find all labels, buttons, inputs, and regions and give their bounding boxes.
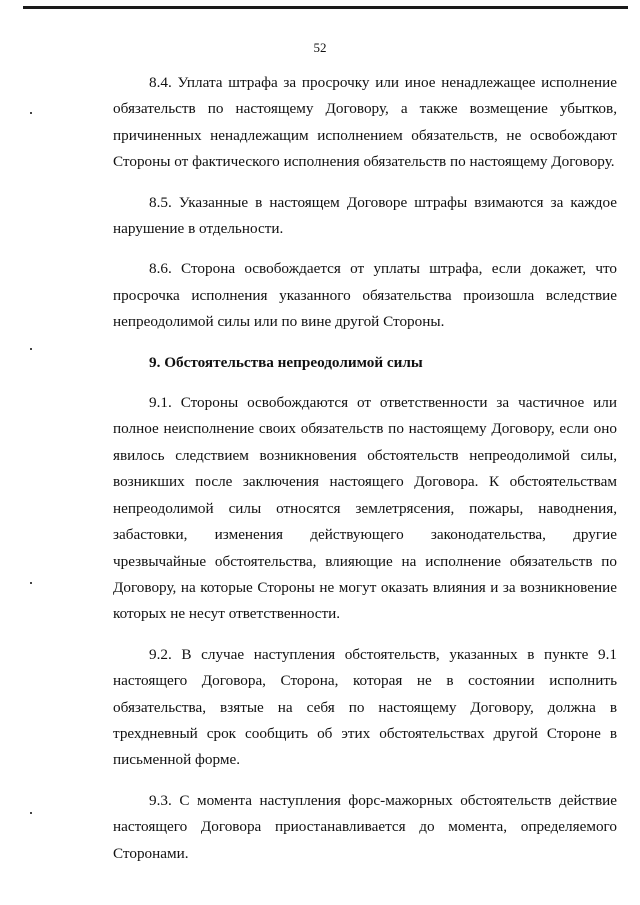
paragraph-8-5: 8.5. Указанные в настоящем Договоре штрафы взимаются за каждое нарушение в отдельности. <box>113 193 617 238</box>
page-number: 52 <box>313 40 327 55</box>
paragraph-9-2: 9.2. В случае наступления обстоятельств, указанных в пункте 9.1 настоящего Договора, Сторона, которая не в состоянии исполнить обязательства, взятые на себя по настоящему Договору, должна в трехдневный срок сообщить об этих обстоятельствах другой Стороне в письменной форме. <box>113 645 617 769</box>
paragraph-8-4: 8.4. Уплата штрафа за просрочку или иное ненадлежащее исполнение обязательств по настоящему Договору, а также возмещение убытков, причиненных ненадлежащим исполнением обязательств, не освобождают Стороны от фактического исполнения обязательств по настоящему Договору. <box>113 74 617 171</box>
scan-margin-mark <box>30 812 32 814</box>
scan-margin-mark <box>30 112 32 114</box>
paragraph-8-6: 8.6. Сторона освобождается от уплаты штрафа, если докажет, что просрочка исполнения указанного обязательства произошла вследствие непреодолимой силы или по вине другой Стороны. <box>113 260 617 331</box>
scan-margin-mark <box>30 582 32 584</box>
section-heading-9: 9. Обстоятельства непреодолимой силы <box>149 353 423 371</box>
scan-margin-mark <box>30 348 32 350</box>
document-body <box>113 70 617 867</box>
paragraph-9-3: 9.3. С момента наступления форс-мажорных обстоятельств действие настоящего Договора приостанавливается до момента, определяемого Сторонами. <box>113 791 617 862</box>
paragraph-9-1: 9.1. Стороны освобождаются от ответственности за частичное или полное неисполнение своих обязательств по настоящему Договору, если оно явилось следствием возникновения обстоятельств непреодолимой силы, возникших после заключения настоящего Договора. К обстоятельствам непреодолимой силы относятся землетрясения, пожары, наводнения, забастовки, изменения действующего законодательства, другие чрезвычайные обстоятельства, влияющие на исполнение обязательств по Договору, на которые Стороны не могут оказать влияния и за возникновение которых не несут ответственности. <box>113 394 617 623</box>
top-border-rule <box>23 6 628 9</box>
